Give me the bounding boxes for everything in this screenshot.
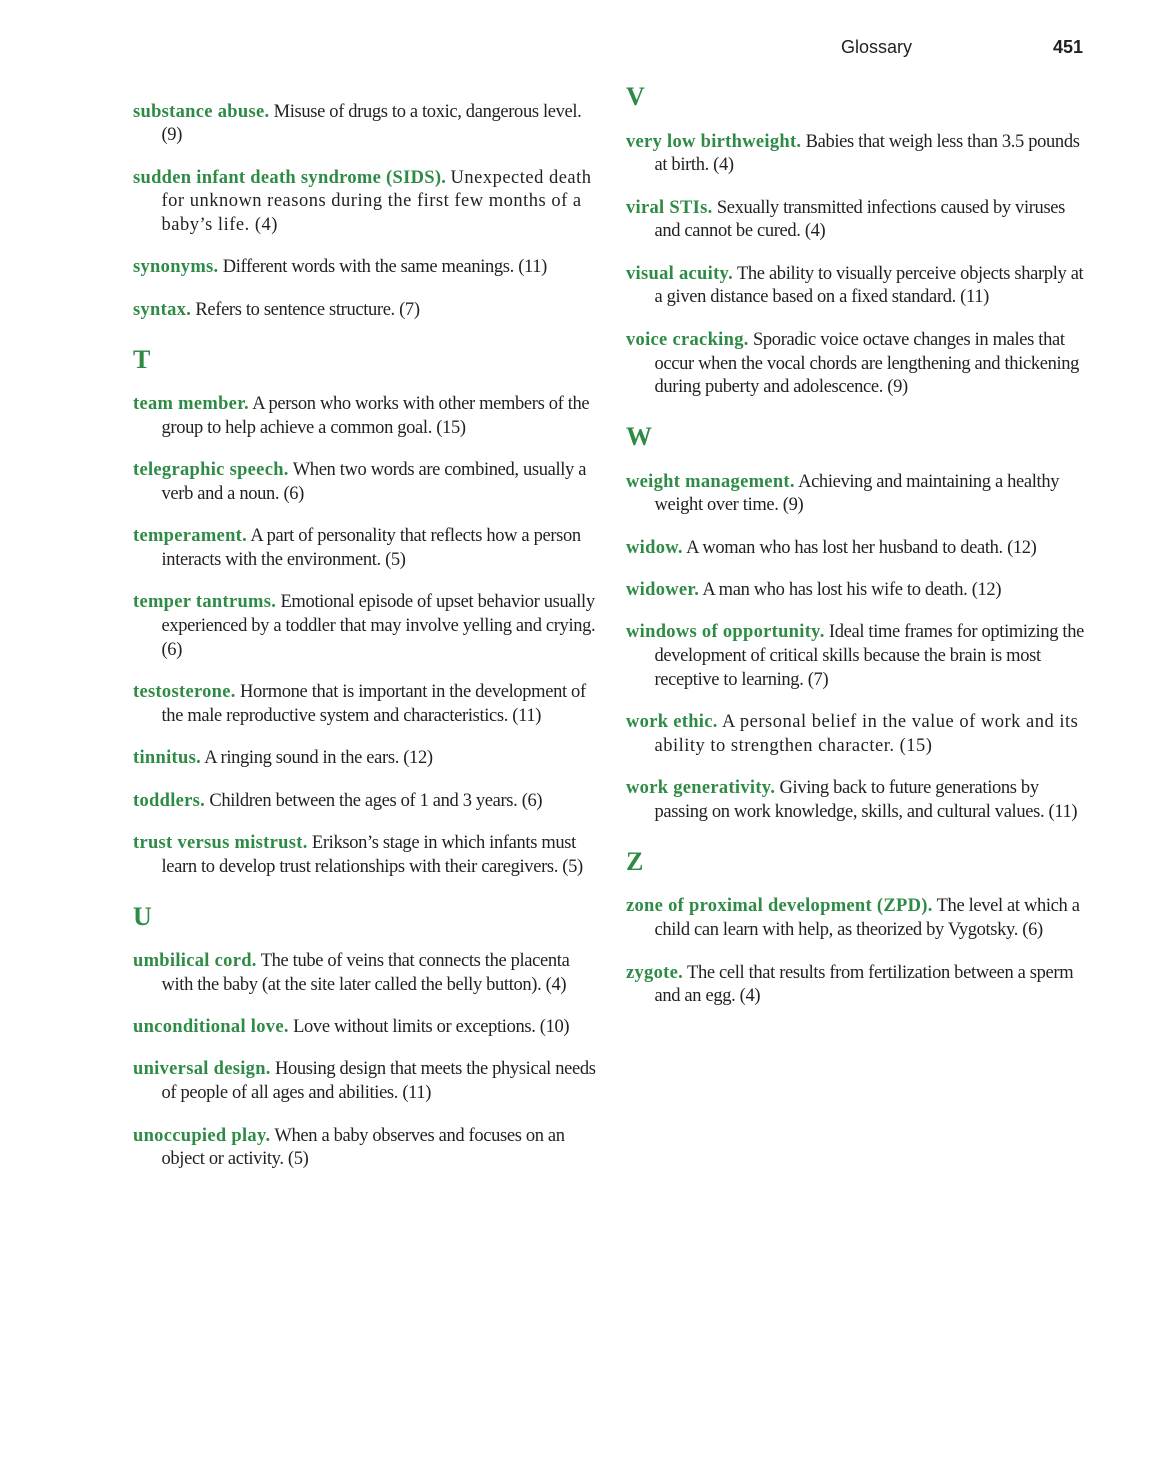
glossary-term: zygote. [626, 962, 684, 983]
glossary-definition: A ringing sound in the ears. (12) [204, 748, 433, 769]
glossary-entry [133, 459, 598, 507]
glossary-term: testosterone. [133, 682, 236, 703]
glossary-entry [626, 711, 1088, 759]
glossary-definition: Erikson’s stage in which infants must learn to develop trust relationships with their caregivers. (5) [161, 832, 583, 877]
glossary-entry [133, 299, 598, 323]
glossary-entry [626, 263, 1088, 311]
right-column [626, 82, 1088, 1031]
glossary-term: toddlers. [133, 790, 206, 811]
glossary-definition: A part of personality that reflects how a person interacts with the environment. (5) [161, 526, 581, 571]
letter-heading: T [133, 344, 151, 374]
glossary-definition: Sexually transmitted infections caused by viruses and cannot be cured. (4) [654, 197, 1066, 242]
glossary-entry [133, 167, 598, 238]
glossary-term: work generativity. [626, 778, 776, 799]
glossary-entry [626, 329, 1088, 400]
letter-heading: V [626, 82, 645, 111]
letter-heading: U [133, 901, 152, 931]
glossary-entry [133, 1058, 598, 1106]
letter-group-t [133, 345, 598, 880]
glossary-definition: Unexpected death for unknown reasons during the first few months of a baby’s life. (4) [161, 167, 592, 236]
glossary-term: weight management. [626, 471, 795, 492]
glossary-definition: The level at which a child can learn with help, as theorized by Vygotsky. (6) [654, 896, 1080, 941]
glossary-term: unconditional love. [133, 1017, 289, 1038]
glossary-entry [626, 777, 1088, 825]
letter-group-z [626, 847, 1088, 1009]
glossary-term: zone of proximal development (ZPD). [626, 896, 933, 917]
glossary-definition: Emotional episode of upset behavior usually experienced by a toddler that may involve yelling and crying. (6) [161, 592, 596, 660]
glossary-term: tinnitus. [133, 748, 201, 769]
glossary-term: synonyms. [133, 257, 219, 278]
glossary-entry [133, 790, 598, 814]
page-number: 451 [1052, 37, 1083, 57]
glossary-definition: Misuse of drugs to a toxic, dangerous level. (9) [161, 101, 582, 146]
glossary-term: voice cracking. [626, 329, 749, 350]
glossary-definition: A person who works with other members of the group to help achieve a common goal. (15) [161, 394, 590, 438]
glossary-entry [626, 621, 1088, 692]
glossary-entry [133, 256, 598, 280]
letter-heading: Z [626, 846, 644, 876]
glossary-term: very low birthweight. [626, 131, 802, 152]
glossary-term: widow. [626, 537, 683, 558]
glossary-term: windows of opportunity. [626, 622, 825, 643]
glossary-entry [133, 1016, 598, 1040]
glossary-term: temper tantrums. [133, 592, 277, 613]
letter-group-w [626, 422, 1088, 825]
glossary-entry [626, 962, 1088, 1010]
glossary-entry [133, 393, 598, 441]
letter-group-s [133, 101, 598, 323]
glossary-term: team member. [133, 394, 249, 415]
glossary-definition: Giving back to future generations by passing on work knowledge, skills, and cultural values. (11) [654, 778, 1078, 823]
glossary-definition: The tube of veins that connects the placenta with the baby (at the site later called the belly button). (4) [161, 951, 570, 995]
left-column [133, 82, 598, 1194]
glossary-term: trust versus mistrust. [133, 832, 308, 853]
glossary-term: telegraphic speech. [133, 460, 289, 481]
glossary-term: temperament. [133, 526, 248, 547]
glossary-definition: Children between the ages of 1 and 3 years. (6) [209, 790, 543, 811]
glossary-term: visual acuity. [626, 263, 733, 284]
letter-group-u [133, 902, 598, 1173]
glossary-definition: When a baby observes and focuses on an object or activity. (5) [161, 1125, 565, 1170]
glossary-entry [133, 681, 598, 729]
glossary-definition: Refers to sentence structure. (7) [195, 299, 420, 320]
glossary-term: syntax. [133, 299, 192, 320]
glossary-entry [133, 747, 598, 771]
glossary-definition: Ideal time frames for optimizing the development of critical skills because the brain is most receptive to learning. (7) [654, 622, 1084, 690]
glossary-entry [133, 832, 598, 880]
glossary-entry [133, 525, 598, 573]
glossary-entry [133, 591, 598, 662]
glossary-entry [133, 101, 598, 149]
glossary-definition: Housing design that meets the physical needs of people of all ages and abilities. (11) [161, 1059, 596, 1104]
glossary-term: work ethic. [626, 712, 718, 733]
glossary-term: viral STIs. [626, 197, 713, 218]
running-head [0, 37, 1083, 61]
glossary-definition: A woman who has lost her husband to death. (12) [686, 537, 1037, 558]
glossary-entry [626, 895, 1088, 943]
glossary-definition: Hormone that is important in the development of the male reproductive system and characteristics. (11) [161, 682, 586, 727]
glossary-definition: The ability to visually perceive objects sharply at a given distance based on a fixed standard. (11) [654, 263, 1084, 308]
glossary-definition: The cell that results from fertilization between a sperm and an egg. (4) [654, 962, 1074, 1007]
section-title: Glossary [841, 37, 913, 57]
letter-group-v [626, 82, 1088, 400]
glossary-entry [626, 131, 1088, 179]
glossary-entry [133, 1125, 598, 1173]
glossary-definition: Love without limits or exceptions. (10) [293, 1017, 570, 1038]
glossary-definition: A man who has lost his wife to death. (12) [702, 580, 1002, 601]
glossary-term: sudden infant death syndrome (SIDS). [133, 167, 447, 188]
glossary-entry [626, 197, 1088, 245]
glossary-definition: Sporadic voice octave changes in males that occur when the vocal chords are lengthening and thickening during puberty and adolescence. (9) [654, 329, 1080, 398]
glossary-entry [133, 950, 598, 998]
glossary-definition: When two words are combined, usually a verb and a noun. (6) [161, 460, 587, 504]
glossary-entry [626, 537, 1088, 561]
glossary-entry [626, 579, 1088, 603]
glossary-definition: Babies that weigh less than 3.5 pounds at birth. (4) [654, 131, 1080, 176]
glossary-definition: A personal belief in the value of work and its ability to strengthen character. (15) [654, 712, 1079, 757]
glossary-definition: Achieving and maintaining a healthy weight over time. (9) [654, 471, 1060, 516]
glossary-term: widower. [626, 580, 700, 601]
glossary-term: umbilical cord. [133, 951, 257, 972]
glossary-definition: Different words with the same meanings. (11) [222, 257, 547, 278]
letter-heading: W [626, 422, 652, 452]
glossary-entry [626, 471, 1088, 519]
glossary-term: unoccupied play. [133, 1125, 271, 1146]
glossary-term: universal design. [133, 1059, 271, 1080]
glossary-term: substance abuse. [133, 101, 270, 122]
